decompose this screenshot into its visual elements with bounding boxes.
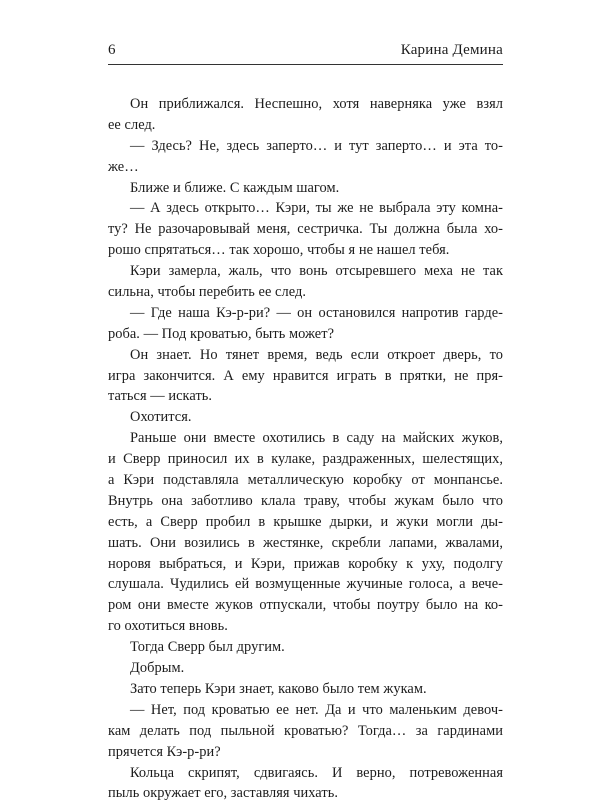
text-line: го охотиться вновь. [108,618,228,635]
text-line: игра закончится. А ему нравится играть в прятки, не пря- [108,367,503,384]
text-line: и Сверр приносил их в кулаке, раздраженных, шелестящих, [108,451,503,468]
text-line: есть, а Сверр пробил в крышке дырки, и жуки могли ды- [108,513,503,530]
text-line: шать. Они возились в жестянке, скребли лапами, жвалами, [108,534,503,551]
text-line: пыль окружает его, заставляя чихать. [108,785,338,802]
author-name: Карина Демина [400,42,503,58]
text-line: слушала. Чудились ей возмущенные жучиные голоса, а вече- [108,576,503,593]
text-line: Тогда Сверр был другим. [130,639,285,656]
text-line: таться — искать. [108,388,213,405]
text-line: Кэри замерла, жаль, что вонь отсыревшего меха не так [130,263,503,280]
text-line: а Кэри подставляла металлическую коробку от монпансье. [108,472,503,489]
text-line: Ближе и ближе. С каждым шагом. [130,179,340,196]
text-line: — А здесь открыто… Кэри, ты же не выбрала эту комна- [130,200,503,217]
page-number: 6 [108,42,116,58]
text-line: — Где наша Кэ-р-ри? — он остановился напротив гарде- [130,304,503,321]
running-header [108,40,503,64]
text-line: Кольца скрипят, сдвигаясь. И верно, потревоженная [130,764,503,781]
text-line: Охотится. [130,409,192,426]
text-line: Зато теперь Кэри знает, каково было тем жукам. [130,680,427,697]
body-text [108,94,503,804]
text-line: — Здесь? Не, здесь заперто… и тут заперто… и эта то- [130,137,503,154]
text-line: ее след. [108,116,156,133]
text-line: сильна, чтобы перебить ее след. [108,284,306,301]
text-line: норовя выбраться, и Кэри, прижав коробку к уху, подолгу [108,555,503,572]
text-line: роба. — Под кроватью, быть может? [108,325,335,342]
header-rule [108,64,503,65]
text-line: Добрым. [130,660,185,677]
text-line: Он знает. Но тянет время, ведь если откроет дверь, то [130,346,503,363]
text-line: кам делать под пыльной кроватью? Тогда… за гардинами [108,722,503,739]
text-line: же… [108,158,139,175]
text-line: ром они вместе жуков отпускали, чтобы поутру было на ко- [108,597,503,614]
text-line: рошо спрятаться… так хорошо, чтобы я не нашел тебя. [108,242,450,259]
text-line: ту? Не разочаровывай меня, сестричка. Ты должна была хо- [108,221,503,238]
text-line: Раньше они вместе охотились в саду на майских жуков, [130,430,503,447]
text-line: Он приближался. Неспешно, хотя наверняка уже взял [130,96,503,112]
text-line: Внутрь она заботливо клала траву, чтобы жукам было что [108,492,503,509]
text-line: прячется Кэ-р-ри? [108,743,221,760]
text-line: — Нет, под кроватью ее нет. Да и что маленьким девоч- [130,701,503,718]
